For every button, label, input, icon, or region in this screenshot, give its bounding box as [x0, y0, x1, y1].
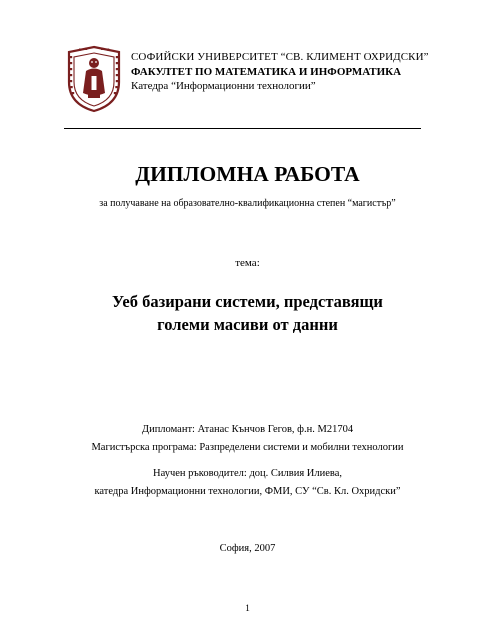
faculty-name: ФАКУЛТЕТ ПО МАТЕМАТИКА И ИНФОРМАТИКА [131, 65, 402, 78]
university-name: СОФИЙСКИ УНИВЕРСИТЕТ “СВ. КЛИМЕНТ ОХРИДСКИ” [131, 51, 429, 63]
header-divider [64, 128, 421, 129]
thesis-topic [0, 290, 495, 336]
department-name: Катедра “Информационни технологии” [131, 80, 316, 92]
topic-line-2: големи масиви от данни [157, 315, 338, 334]
supervisor-affiliation: катедра Информационни технологии, ФМИ, СУ “Св. Кл. Охридски” [94, 486, 401, 497]
supervisor-line: Научен ръководител: доц. Силвия Илиева, [152, 468, 343, 479]
topic-line-1: Уеб базирани системи, представящи [112, 292, 383, 311]
institution-header [131, 50, 481, 94]
graduate-line: Дипломант: Атанас Кънчов Гегов, ф.н. М21704 [141, 424, 354, 435]
page-number: 1 [245, 604, 250, 614]
degree-line: за получаване на образователно-квалификационна степен “магистър” [99, 198, 396, 209]
university-seal-icon [64, 44, 124, 114]
graduate-info [0, 421, 495, 457]
program-line: Магистърска програма: Разпределени системи и мобилни технологии [91, 442, 404, 453]
city-year: София, 2007 [219, 543, 276, 554]
document-title: ДИПЛОМНА РАБОТА [135, 162, 360, 186]
topic-label: тема: [235, 257, 260, 269]
supervisor-info [0, 465, 495, 501]
